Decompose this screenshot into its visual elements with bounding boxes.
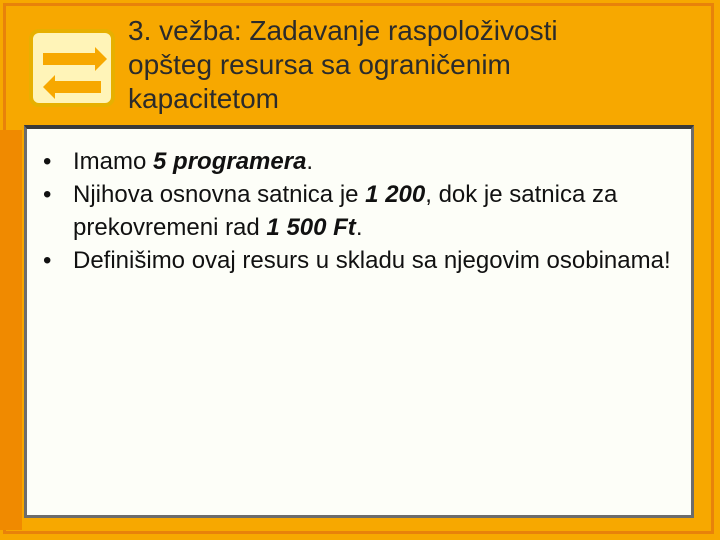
- title-line-2: opšteg resursa sa ograničenim: [128, 49, 511, 80]
- bullet-text: Imamo: [73, 148, 154, 175]
- bullet-dot-icon: •: [43, 148, 52, 175]
- bullet-list: [43, 145, 683, 277]
- bullet-text: .: [306, 148, 314, 175]
- title-line-3: kapacitetom: [128, 83, 279, 114]
- bullet-item: [43, 244, 683, 277]
- bullet-text: Definišimo ovaj resurs u skladu sa njegovim osobinama!: [73, 247, 671, 274]
- emphasized-text: 5 programera: [153, 148, 307, 175]
- bullet-item: [43, 178, 683, 244]
- two-arrows-logo-icon: [25, 25, 119, 111]
- bullet-item: [43, 145, 683, 178]
- emphasized-text: 1 200: [365, 181, 426, 208]
- content-panel: [24, 125, 694, 518]
- emphasized-text: 1 500 Ft: [266, 214, 356, 241]
- bullet-text: , dok je satnica za prekovremeni rad: [73, 181, 618, 241]
- bullet-text: Njihova osnovna satnica je: [73, 181, 366, 208]
- bullet-dot-icon: •: [43, 181, 52, 208]
- title-line-1: 3. vežba: Zadavanje raspoloživosti: [128, 15, 558, 46]
- left-stripe: [0, 130, 22, 530]
- bullet-dot-icon: •: [43, 247, 52, 274]
- bullet-text: .: [355, 214, 363, 241]
- slide-title: [128, 14, 688, 116]
